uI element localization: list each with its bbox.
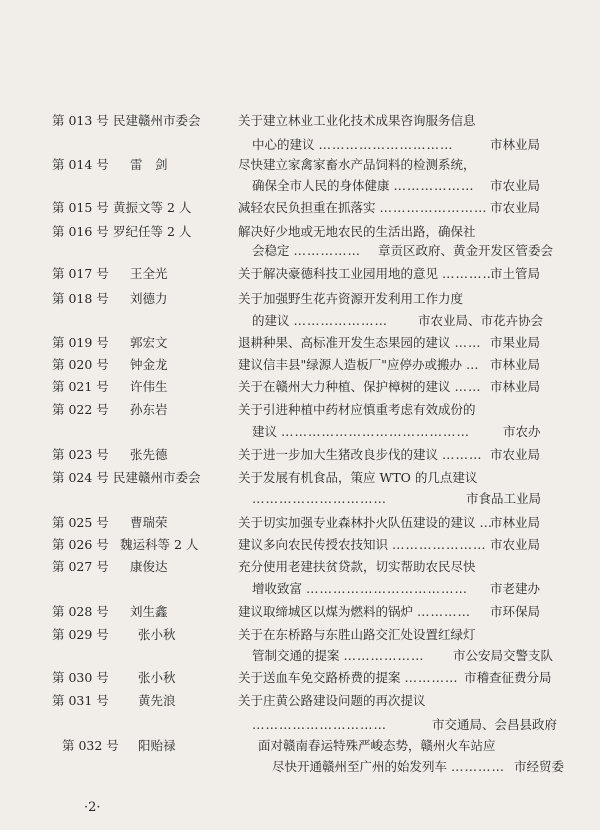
entry-number: 第 018 号	[52, 291, 109, 306]
entry-title-continued	[252, 491, 387, 507]
leader-dots: …………	[442, 266, 496, 281]
entry-number: 第 022 号	[52, 402, 109, 417]
entry-submitter: 张小秋	[138, 627, 176, 642]
entry-number: 第 025 号	[52, 515, 109, 530]
entry-number: 第 015 号	[52, 200, 109, 215]
entry-number: 第 014 号	[52, 157, 109, 172]
entry-title-text: 建议取缔城区以煤为燃料的锅炉	[238, 604, 414, 619]
entry-title	[238, 447, 483, 463]
leader-dots: ……	[454, 379, 482, 394]
entry-title: 关于发展有机食品，策应 WTO 的几点建议	[238, 470, 478, 485]
entry-number: 第 019 号	[52, 335, 109, 350]
entry-title: 关于加强野生花卉资源开发利用工作力度	[238, 291, 464, 306]
entry-title: 尽快建立家禽家畜水产品饲料的检测系统，	[238, 157, 476, 172]
entry-title-tail: 的建议	[252, 313, 290, 328]
leader-dots: …………………	[293, 313, 388, 328]
entry-department: 市农办	[503, 424, 541, 439]
entry-number: 第 013 号	[52, 113, 109, 128]
entry-title-continued	[252, 178, 475, 194]
entry-submitter: 民建赣州市委会	[113, 470, 201, 485]
entry-title-continued	[252, 424, 470, 440]
entry-title-text: 减轻农民负担重在抓落实	[238, 200, 376, 215]
entry-submitter: 刘德力	[130, 291, 168, 306]
entry-title-text: 退耕种果、高标准开发生态果园的建议	[238, 335, 451, 350]
entry-department: 市林业局	[490, 515, 541, 530]
leader-dots: ……………	[293, 243, 361, 258]
entry-department: 市农业局	[490, 537, 541, 552]
entry-submitter: 黄振文等 2 人	[113, 200, 192, 215]
entry-submitter: 康俊达	[130, 559, 168, 574]
entry-number: 第 023 号	[52, 447, 109, 462]
entry-department: 市老建办	[490, 581, 541, 596]
entry-title: 面对赣南春运特殊严峻态势，赣州火车站应	[258, 738, 496, 753]
entry-submitter: 钟金龙	[130, 357, 168, 372]
entry-department: 市食品工业局	[466, 491, 542, 506]
entry-number: 第 031 号	[52, 693, 109, 708]
entry-title-text: 建议信丰县"绿源人造板厂"应停办或搬办	[238, 357, 462, 372]
entry-department: 市稽查征费分局	[464, 670, 552, 685]
entry-department: 市交通局、会昌县政府	[432, 717, 558, 732]
entry-title: 关于引进种植中药材应慎重考虑有效成份的	[238, 402, 476, 417]
leader-dots: …	[479, 515, 493, 530]
leader-dots: …………	[404, 670, 459, 685]
leader-dots: …………	[417, 604, 471, 619]
entry-submitter: 郭宏文	[130, 335, 168, 350]
entry-title	[238, 200, 488, 216]
entry-title	[238, 537, 487, 553]
entry-title-continued	[272, 759, 505, 775]
entry-title	[238, 266, 496, 282]
entry-submitter: 雷 剑	[130, 157, 168, 172]
entry-title-continued	[252, 137, 454, 153]
entry-title-tail: 中心的建议	[252, 137, 315, 152]
leader-dots: ………………	[343, 648, 425, 663]
entry-title-tail: 建议	[252, 424, 278, 439]
entry-title: 解决好少地或无地农民的生活出路，确保社	[238, 224, 476, 239]
entry-title: 充分使用老建扶贫贷款，切实帮助农民尽快	[238, 559, 476, 574]
entry-number: 第 029 号	[52, 627, 109, 642]
entry-submitter: 张小秋	[138, 670, 176, 685]
leader-dots: ……………………	[379, 200, 488, 215]
entry-department: 章贡区政府、黄金开发区管委会	[378, 243, 554, 258]
entry-number: 第 024 号	[52, 470, 109, 485]
entry-submitter: 黄先浪	[138, 693, 176, 708]
entry-title	[238, 379, 482, 395]
entry-number: 第 028 号	[52, 604, 109, 619]
entry-department: 市环保局	[490, 604, 541, 619]
entry-submitter: 张先德	[130, 447, 168, 462]
leader-dots: ……	[454, 335, 482, 350]
entry-department: 市土管局	[490, 266, 541, 281]
entry-title-tail: 增收致富	[252, 581, 303, 596]
entry-title-tail: 管制交通的提案	[252, 648, 340, 663]
entry-department: 市农业局	[490, 200, 541, 215]
entry-submitter: 民建赣州市委会	[113, 113, 201, 128]
entry-submitter: 罗纪任等 2 人	[113, 224, 192, 239]
entry-title-continued	[252, 313, 388, 329]
entry-title-text: 关于在赣州大力种植、保护樟树的建议	[238, 379, 451, 394]
leader-dots: …………………	[392, 537, 487, 552]
entry-submitter: 王全光	[130, 266, 168, 281]
entry-title-text: 关于切实加强专业森林扑火队伍建设的建议	[238, 515, 476, 530]
leader-dots: ………………………………	[306, 581, 468, 596]
entry-number: 第 020 号	[52, 357, 109, 372]
entry-title	[238, 335, 482, 351]
leader-dots: …………………………	[252, 491, 387, 506]
entry-title: 关于庄黄公路建设问题的再次提议	[238, 693, 426, 708]
entry-title-tail: 确保全市人民的身体健康	[252, 178, 390, 193]
entry-number: 第 016 号	[52, 224, 109, 239]
leader-dots: ……………………………………	[281, 424, 470, 439]
entry-title-tail: 尽快开通赣州至广州的始发列车	[272, 759, 448, 774]
entry-title	[238, 357, 479, 373]
entry-number: 第 026 号	[52, 537, 109, 552]
entry-department: 市农业局	[490, 447, 541, 462]
leader-dots: ………	[442, 447, 483, 462]
entry-title-text: 关于进一步加大生猪改良步伐的建议	[238, 447, 439, 462]
entry-department: 市公安局交警支队	[453, 648, 554, 663]
entry-number: 第 021 号	[52, 379, 109, 394]
entry-title-continued	[252, 648, 425, 664]
entry-department: 市果业局	[490, 335, 541, 350]
entry-title-tail: 会稳定	[252, 243, 290, 258]
page-number: ·2·	[84, 800, 101, 815]
entry-title	[238, 670, 459, 686]
entry-department: 市农业局、市花卉协会	[418, 313, 544, 328]
entry-title-continued	[252, 581, 468, 597]
entry-submitter: 刘生鑫	[130, 604, 168, 619]
leader-dots: …	[465, 357, 480, 372]
entry-title: 关于在东桥路与东胜山路交汇处设置红绿灯	[238, 627, 476, 642]
entry-department: 市经贸委	[514, 759, 565, 774]
entry-title-text: 关于送血车免交路桥费的提案	[238, 670, 401, 685]
leader-dots: …………………………	[318, 137, 454, 152]
entry-title-continued	[252, 243, 361, 259]
entry-title: 关于建立林业工业化技术成果咨询服务信息	[238, 113, 476, 128]
entry-number: 第 030 号	[52, 670, 109, 685]
entry-title-continued	[252, 717, 387, 733]
entry-department: 市农业局	[490, 178, 541, 193]
entry-submitter: 魏运科等 2 人	[120, 537, 199, 552]
entry-department: 市林业局	[490, 137, 541, 152]
entry-submitter: 曹瑞荣	[130, 515, 168, 530]
entry-title-text: 关于解决豪德科技工业园用地的意见	[238, 266, 439, 281]
entry-number: 第 032 号	[62, 738, 119, 753]
entry-submitter: 孙东岩	[130, 402, 168, 417]
entry-department: 市林业局	[490, 379, 541, 394]
entry-department: 市林业局	[490, 357, 541, 372]
entry-title-text: 建议多向农民传授农技知识	[238, 537, 389, 552]
entry-title	[238, 515, 493, 531]
entry-number: 第 027 号	[52, 559, 109, 574]
entry-number: 第 017 号	[52, 266, 109, 281]
leader-dots: …………	[451, 759, 505, 774]
entry-submitter: 阳贻禄	[138, 738, 176, 753]
entry-title	[238, 604, 471, 620]
leader-dots: ………………	[393, 178, 475, 193]
leader-dots: …………………………	[252, 717, 387, 732]
entry-submitter: 许伟生	[130, 379, 168, 394]
